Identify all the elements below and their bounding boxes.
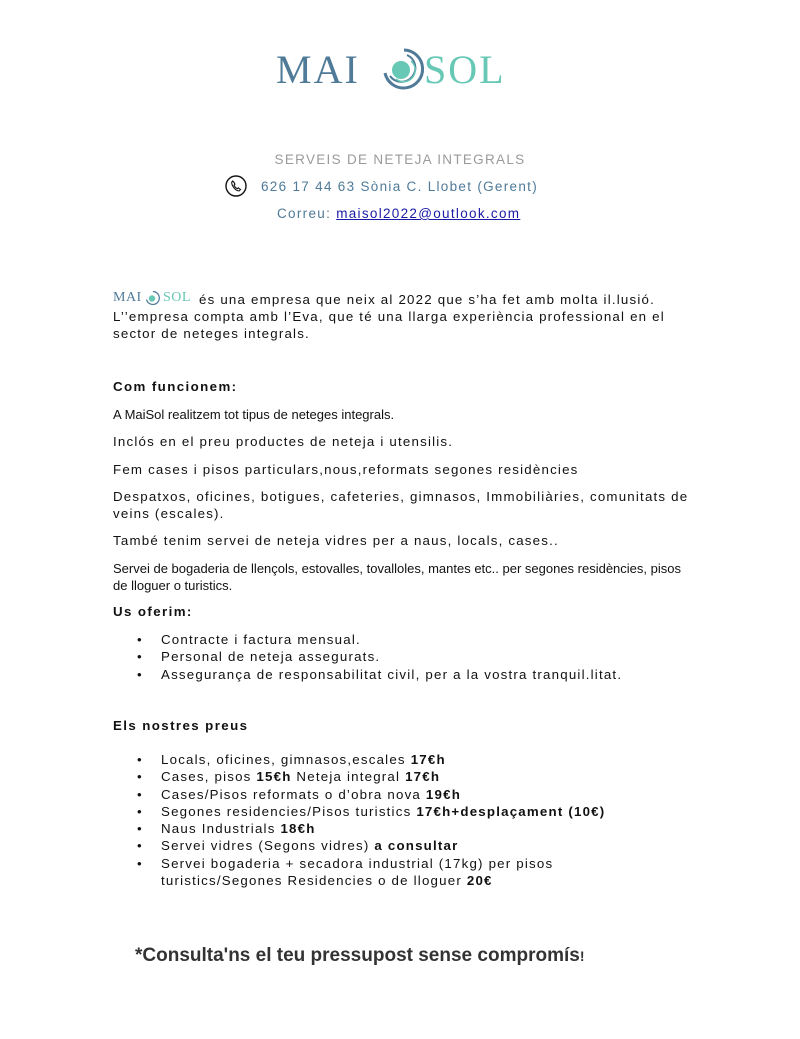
list-item: • Contracte i factura mensual.	[137, 632, 361, 647]
inline-logo-mai: MAI	[113, 290, 142, 305]
inline-sun-swirl-icon	[145, 290, 161, 306]
list-item: • Personal de neteja assegurats.	[137, 649, 381, 665]
call-to-action	[135, 945, 584, 967]
price-item: • Servei vidres (Segons vidres) a consultar	[137, 838, 459, 854]
list-item-text: Contracte i factura mensual.	[161, 632, 361, 647]
phone-number: 626 17 44 63 Sònia C. Llobet (Gerent)	[261, 178, 538, 194]
inline-logo	[113, 290, 193, 306]
intro-paragraph	[113, 290, 693, 342]
how-paragraph-1: A MaiSol realitzem tot tipus de neteges integrals.	[113, 407, 395, 422]
price-label: Servei bogaderia + secadora industrial (17kg) per pisos turistics/Segones Residencies o de lloguer	[161, 855, 554, 889]
cta-exclamation: !	[579, 948, 585, 964]
price-label: Naus Industrials	[161, 821, 281, 837]
price-label: Cases/Pisos reformats o d’obra nova	[161, 786, 426, 802]
price-value-2: 17€h	[405, 769, 441, 785]
prices-list	[113, 751, 633, 889]
section-heading-offer: Us oferim:	[113, 604, 193, 619]
section-heading-prices: Els nostres preus	[113, 718, 249, 733]
list-item-text: Assegurança de responsabilitat civil, per a la vostra tranquil.litat.	[161, 666, 623, 682]
cta-text: *Consulta'ns el teu pressupost sense compromís	[135, 945, 580, 966]
price-value: 19€h	[425, 786, 462, 802]
how-paragraph-2: Inclós en el preu productes de neteja i utensilis.	[113, 434, 454, 449]
how-paragraph-5: També tenim servei de neteja vidres per a naus, locals, cases..	[113, 533, 559, 548]
how-paragraph-3: Fem cases i pisos particulars,nous,reformats segones residències	[113, 462, 579, 477]
price-item: • Naus Industrials 18€h	[137, 821, 316, 837]
price-label: Segones residencies/Pisos turistics	[161, 803, 417, 819]
email-row	[277, 206, 520, 221]
email-link[interactable]: maisol2022@outlook.com	[336, 206, 521, 221]
price-label: Servei vidres (Segons vidres)	[161, 838, 375, 854]
how-paragraph-6: Servei de bogaderia de llençols, estovalles, tovalloles, mantes etc.. per segones residències, pisos de lloguer o turistics.	[113, 561, 681, 593]
price-value: 17€h	[410, 752, 446, 767]
price-value: 20€	[466, 873, 493, 889]
how-paragraph-4: Despatxos, oficines, botigues, cafeteries, gimnasos, Immobiliàries, comunitats de veins (escales).	[113, 489, 689, 521]
phone-row	[225, 174, 538, 198]
price-item: • Cases, pisos 15€h Neteja integral 17€h	[137, 769, 441, 785]
price-value: 18€h	[280, 821, 316, 837]
price-item: • Cases/Pisos reformats o d’obra nova 19€h	[137, 786, 462, 802]
price-item: • Locals, oficines, gimnasos,escales 17€h	[137, 752, 446, 767]
price-item: • Segones residencies/Pisos turistics 17€h+desplaçament (10€)	[137, 803, 606, 819]
phone-icon	[225, 175, 247, 197]
inline-logo-sol: SOL	[163, 290, 191, 305]
intro-line-1: és una empresa que neix al 2022 que s’ha fet amb molta il.lusió.	[199, 292, 655, 307]
offer-list	[113, 631, 713, 683]
email-label: Correu:	[277, 206, 332, 221]
section-heading-how: Com funcionem:	[113, 379, 238, 394]
maisol-logo	[276, 44, 536, 96]
list-item: • Assegurança de responsabilitat civil, per a la vostra tranquil.litat.	[137, 666, 623, 682]
logo-text-sol: SOL	[424, 47, 506, 92]
price-value: a consultar	[374, 838, 459, 854]
price-label: Locals, oficines, gimnasos,escales	[161, 752, 411, 767]
price-value: 17€h+desplaçament (10€)	[416, 803, 606, 819]
list-item-text: Personal de neteja assegurats.	[161, 649, 381, 665]
logo-text-mai: MAI	[276, 47, 360, 92]
services-title: SERVEIS DE NETEJA INTEGRALS	[274, 152, 526, 167]
price-value: 15€h	[256, 769, 292, 785]
intro-line-2: L’’empresa compta amb l’Eva, que té una llarga experiència professional en el sector de neteges integrals.	[113, 309, 665, 341]
price-label-2: Neteja integral	[291, 769, 406, 785]
sun-swirl-icon	[381, 46, 427, 92]
price-item: • Servei bogaderia + secadora industrial (17kg) per pisos turistics/Segones Residencies o de lloguer 20€	[137, 855, 554, 889]
price-label: Cases, pisos	[161, 769, 257, 785]
